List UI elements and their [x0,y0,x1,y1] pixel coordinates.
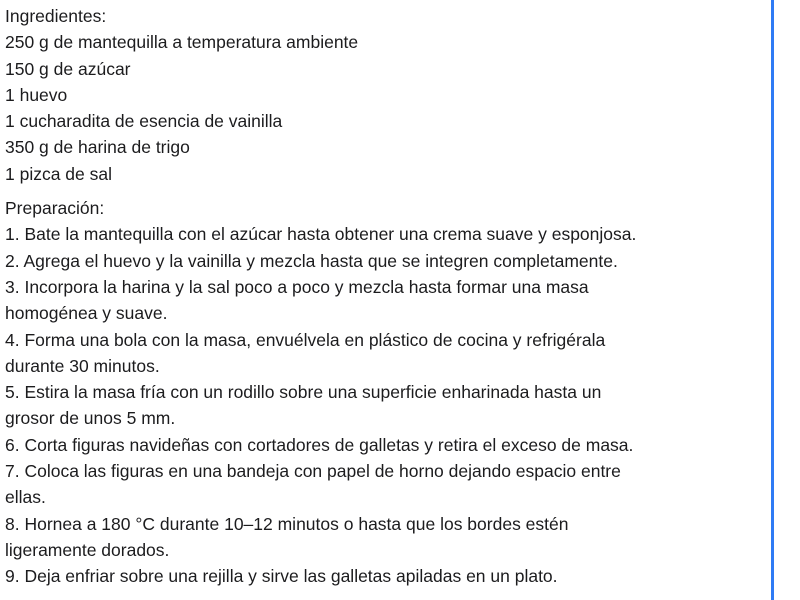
section-spacer [5,187,765,195]
ingredient-item: 150 g de azúcar [5,58,131,79]
preparation-heading: Preparación: [5,198,105,219]
preparation-line: ligeramente dorados. [5,539,170,560]
ingredient-item: 250 g de mantequilla a temperatura ambiente [5,32,359,53]
preparation-line: 7. Coloca las figuras en una bandeja con papel de horno dejando espacio entre [5,461,621,482]
ingredient-item: 350 g de harina de trigo [5,137,190,158]
preparation-line: ellas. [5,487,46,508]
ingredient-item: 1 huevo [5,84,68,105]
preparation-line: 9. Deja enfriar sobre una rejilla y sirve las galletas apiladas en un plato. [5,566,558,587]
preparation-line: durante 30 minutos. [5,355,160,376]
preparation-line: 3. Incorpora la harina y la sal poco a poco y mezcla hasta formar una masa [5,276,589,297]
preparation-line: 4. Forma una bola con la masa, envuélvela en plástico de cocina y refrigérala [5,329,606,350]
preparation-line: grosor de unos 5 mm. [5,408,176,429]
preparation-line: 2. Agrega el huevo y la vainilla y mezcla hasta que se integren completamente. [5,250,618,271]
ingredient-item: 1 pizca de sal [5,163,113,184]
vertical-scrollbar[interactable] [771,0,774,600]
preparation-line: 8. Hornea a 180 °C durante 10–12 minutos o hasta que los bordes estén [5,513,569,534]
ingredient-item: 1 cucharadita de esencia de vainilla [5,111,283,132]
preparation-line: 6. Corta figuras navideñas con cortadores de galletas y retira el exceso de masa. [5,434,634,455]
ingredients-heading: Ingredientes: [5,6,107,26]
preparation-line: 1. Bate la mantequilla con el azúcar hasta obtener una crema suave y esponjosa. [5,224,637,245]
preparation-line: 5. Estira la masa fría con un rodillo sobre una superficie enharinada hasta un [5,382,602,403]
note-body[interactable] [5,3,765,590]
preparation-line: homogénea y suave. [5,303,168,324]
